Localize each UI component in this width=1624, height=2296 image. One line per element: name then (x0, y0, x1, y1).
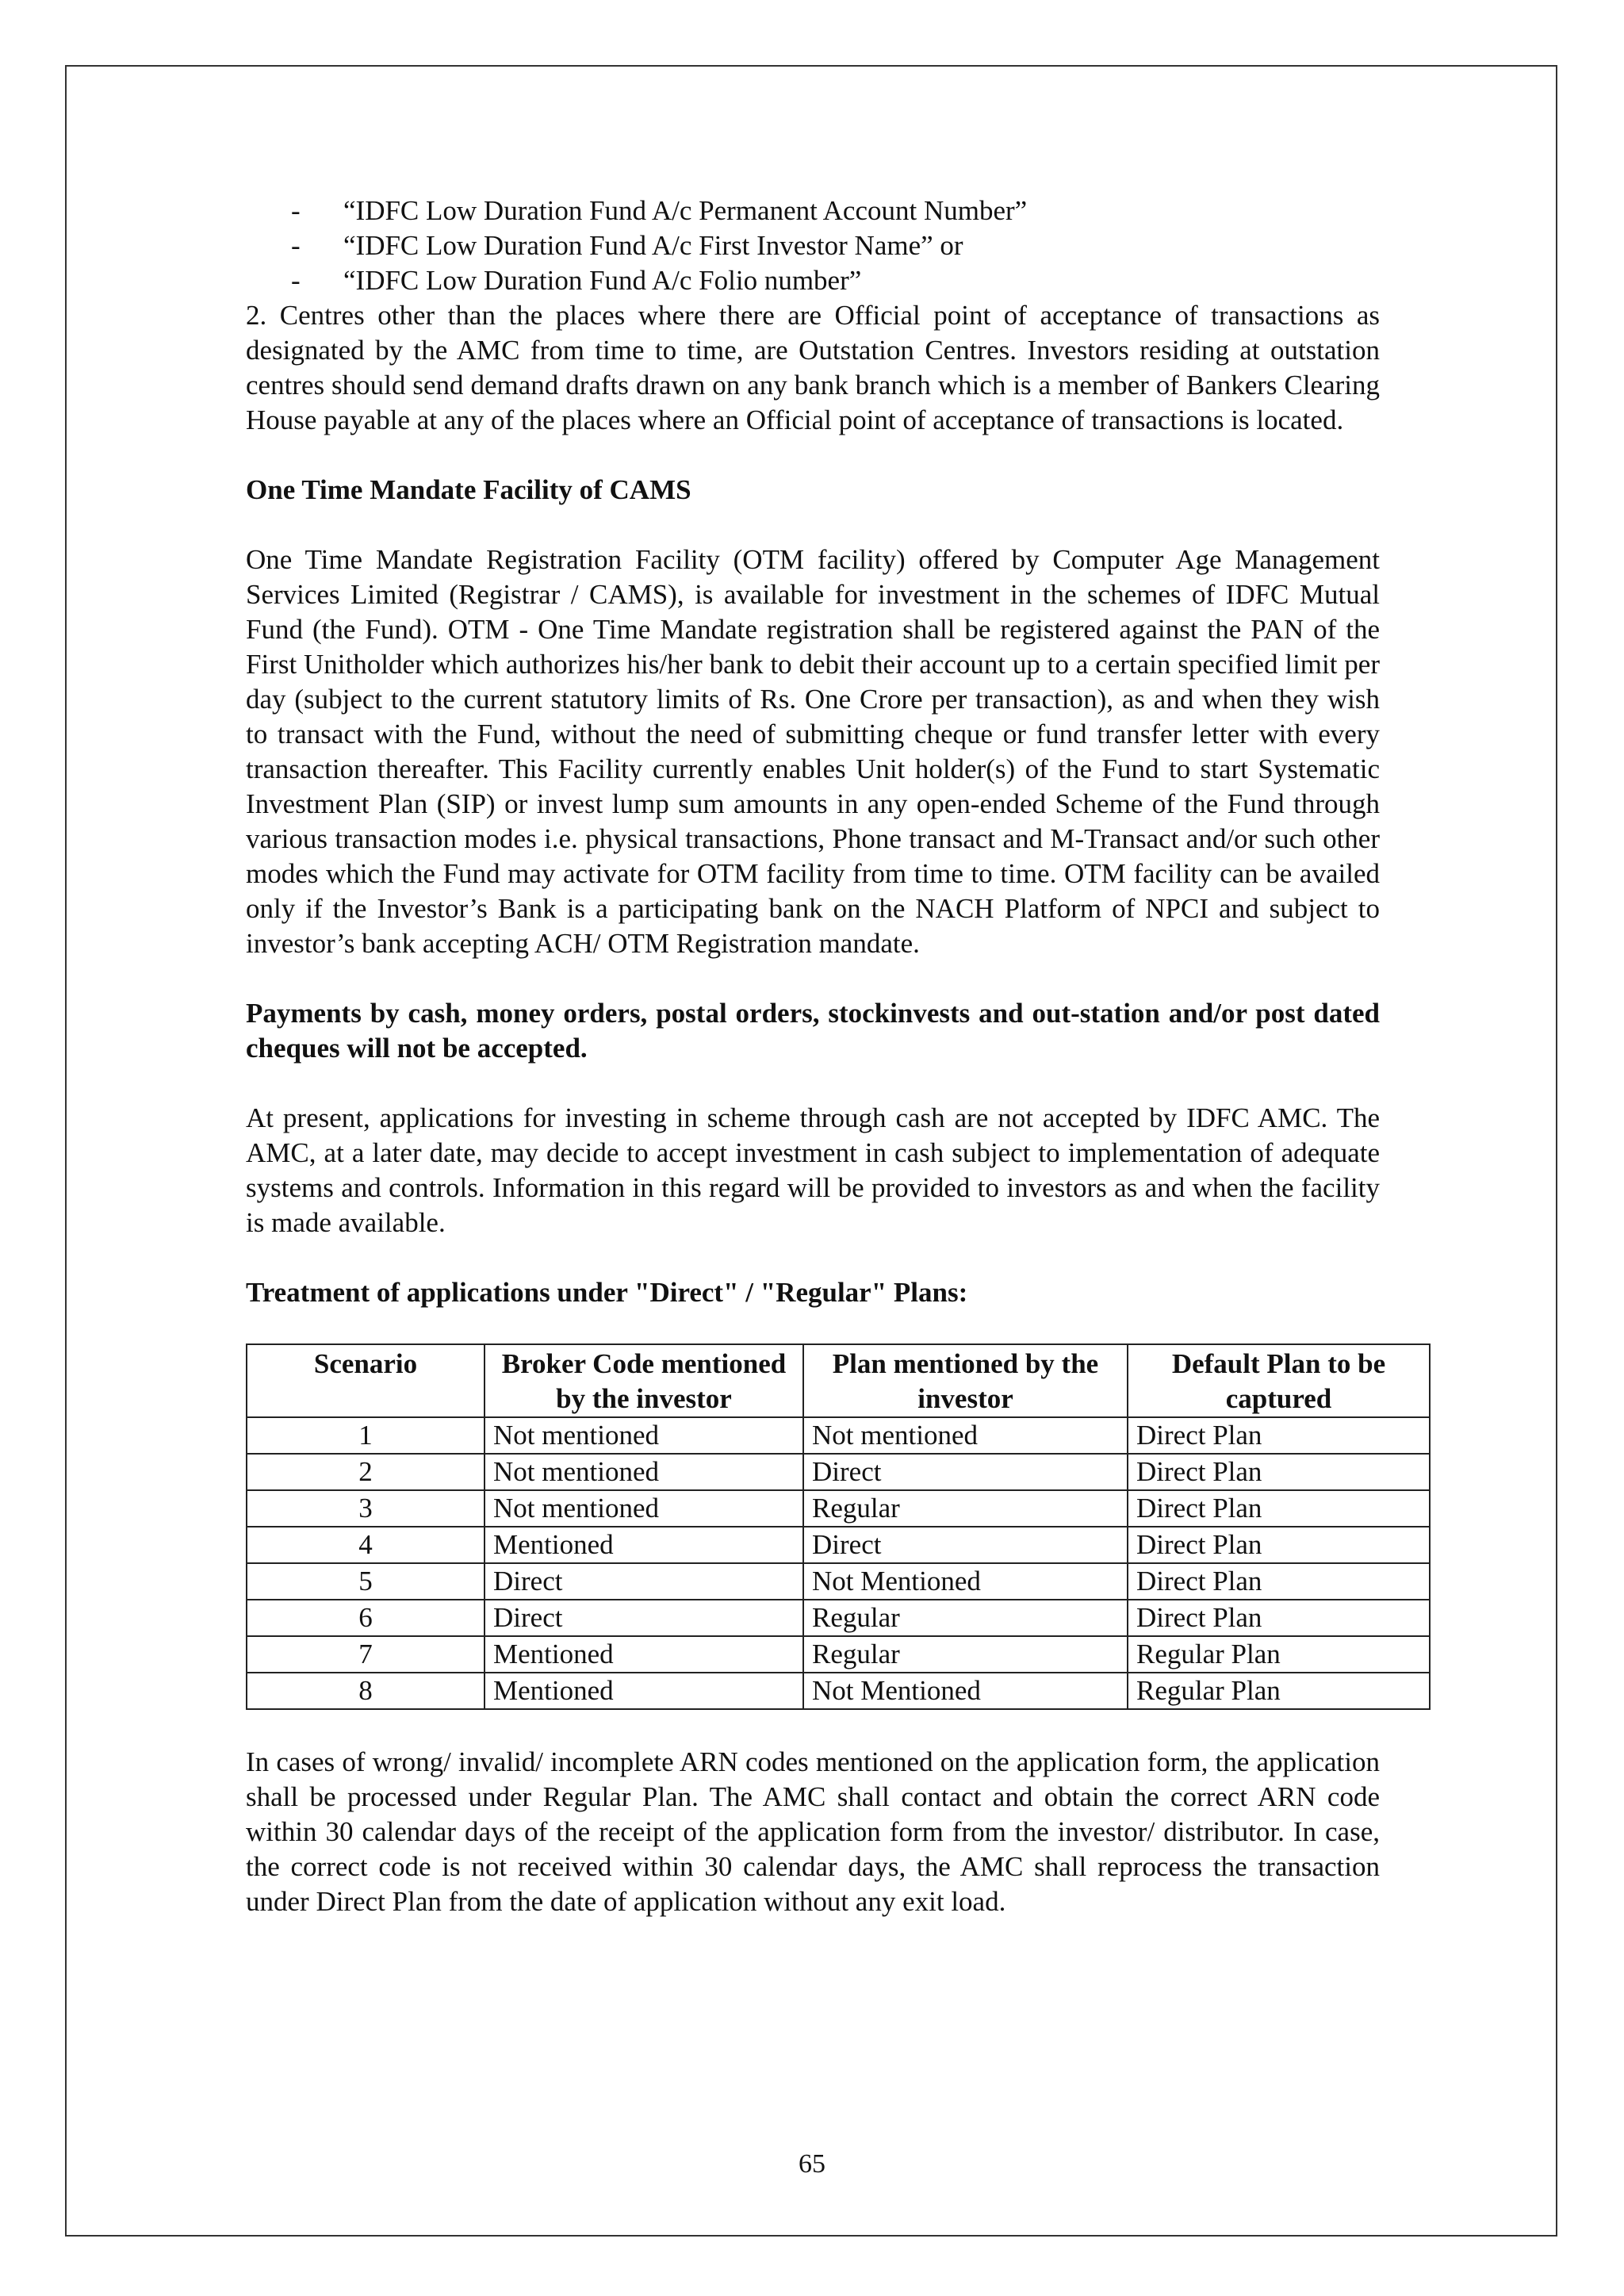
cell-scenario: 5 (247, 1563, 485, 1600)
cell-plan-mentioned: Not Mentioned (803, 1563, 1128, 1600)
table-row (247, 1454, 1430, 1490)
header-broker-code: Broker Code mentioned by the investor (485, 1344, 803, 1417)
otm-heading: One Time Mandate Facility of CAMS (246, 474, 691, 505)
page-number: 65 (799, 2149, 825, 2179)
cell-default-plan: Direct Plan (1128, 1454, 1430, 1490)
bullet-marker: - (291, 265, 301, 296)
cell-broker-code: Not mentioned (485, 1490, 803, 1527)
cell-broker-code: Direct (485, 1600, 803, 1636)
cell-scenario: 1 (247, 1417, 485, 1454)
cell-default-plan: Regular Plan (1128, 1636, 1430, 1673)
cell-default-plan: Direct Plan (1128, 1527, 1430, 1563)
table-row (247, 1490, 1430, 1527)
cell-default-plan: Direct Plan (1128, 1563, 1430, 1600)
cell-scenario: 8 (247, 1673, 485, 1709)
table-row (247, 1636, 1430, 1673)
table-row (247, 1673, 1430, 1709)
bullet-text: “IDFC Low Duration Fund A/c First Investor Name” or (343, 230, 963, 261)
arn-paragraph: In cases of wrong/ invalid/ incomplete ARN codes mentioned on the application form, the application shall be processed under Regular Plan. The AMC shall contact and obtain the correct ARN code within 30 calendar days of the receipt of the application form from the investor/ distributor. In case, the correct code is not received within 30 calendar days, the AMC shall reprocess the transaction under Direct Plan from the date of application without any exit load. (246, 1746, 1380, 1917)
cell-default-plan: Regular Plan (1128, 1673, 1430, 1709)
bullet-list (246, 194, 1380, 298)
cell-scenario: 6 (247, 1600, 485, 1636)
cell-plan-mentioned: Regular (803, 1636, 1128, 1673)
header-plan-mentioned: Plan mentioned by the investor (803, 1344, 1128, 1417)
table-row (247, 1527, 1430, 1563)
bullet-marker: - (291, 230, 301, 261)
cell-broker-code: Mentioned (485, 1527, 803, 1563)
table-row (247, 1600, 1430, 1636)
cell-scenario: 7 (247, 1636, 485, 1673)
otm-paragraph: One Time Mandate Registration Facility (OTM facility) offered by Computer Age Management Services Limited (Registrar / CAMS), is available for investment in the schemes of IDFC Mutual Fund (the Fund). OTM - One Time Mandate registration shall be registered against the PAN of the First Unitholder which authorizes his/her bank to debit their account up to a certain specified limit per day (subject to the current statutory limits of Rs. One Crore per transaction), as and when they wish to transact with the Fund, without the need of submitting cheque or fund transfer letter with every transaction thereafter. This Facility currently enables Unit holder(s) of the Fund to start Systematic Investment Plan (SIP) or invest lump sum amounts in any open-ended Scheme of the Fund through various transaction modes i.e. physical transactions, Phone transact and M-Transact and/or such other modes which the Fund may activate for OTM facility from time to time. OTM facility can be availed only if the Investor’s Bank is a participating bank on the NACH Platform of NPCI and subject to investor’s bank accepting ACH/ OTM Registration mandate. (246, 544, 1380, 959)
cash-paragraph: At present, applications for investing in scheme through cash are not accepted by IDFC AMC. The AMC, at a later date, may decide to accept investment in cash subject to implementation of adequate systems and controls. Information in this regard will be provided to investors as and when the facility is made available. (246, 1102, 1380, 1238)
cell-plan-mentioned: Not mentioned (803, 1417, 1128, 1454)
cell-plan-mentioned: Not Mentioned (803, 1673, 1128, 1709)
cell-scenario: 2 (247, 1454, 485, 1490)
table-header-row (247, 1344, 1430, 1417)
treatment-heading: Treatment of applications under "Direct" / "Regular" Plans: (246, 1277, 968, 1308)
list-item (246, 194, 1380, 228)
cell-default-plan: Direct Plan (1128, 1490, 1430, 1527)
cell-scenario: 3 (247, 1490, 485, 1527)
cell-plan-mentioned: Regular (803, 1600, 1128, 1636)
bullet-marker: - (291, 195, 301, 226)
header-default-plan: Default Plan to be captured (1128, 1344, 1430, 1417)
cell-broker-code: Direct (485, 1563, 803, 1600)
table-row (247, 1417, 1430, 1454)
list-item (246, 263, 1380, 298)
cell-default-plan: Direct Plan (1128, 1417, 1430, 1454)
bullet-text: “IDFC Low Duration Fund A/c Folio number” (343, 265, 862, 296)
cell-plan-mentioned: Regular (803, 1490, 1128, 1527)
cell-default-plan: Direct Plan (1128, 1600, 1430, 1636)
header-scenario: Scenario (247, 1344, 485, 1417)
plans-table (246, 1343, 1431, 1710)
cell-plan-mentioned: Direct (803, 1527, 1128, 1563)
cell-broker-code: Not mentioned (485, 1417, 803, 1454)
document-body (246, 194, 1386, 1919)
list-item (246, 228, 1380, 263)
cell-broker-code: Not mentioned (485, 1454, 803, 1490)
cell-broker-code: Mentioned (485, 1673, 803, 1709)
bullet-text: “IDFC Low Duration Fund A/c Permanent Account Number” (343, 195, 1028, 226)
cell-plan-mentioned: Direct (803, 1454, 1128, 1490)
payments-heading: Payments by cash, money orders, postal orders, stockinvests and out-station and/or post dated cheques will not be accepted. (246, 998, 1380, 1064)
table-row (247, 1563, 1430, 1600)
cell-broker-code: Mentioned (485, 1636, 803, 1673)
outstation-paragraph: 2. Centres other than the places where there are Official point of acceptance of transactions as designated by the AMC from time to time, are Outstation Centres. Investors residing at outstation centres should send demand drafts drawn on any bank branch which is a member of Bankers Clearing House payable at any of the places where an Official point of acceptance of transactions is located. (246, 300, 1380, 435)
cell-scenario: 4 (247, 1527, 485, 1563)
